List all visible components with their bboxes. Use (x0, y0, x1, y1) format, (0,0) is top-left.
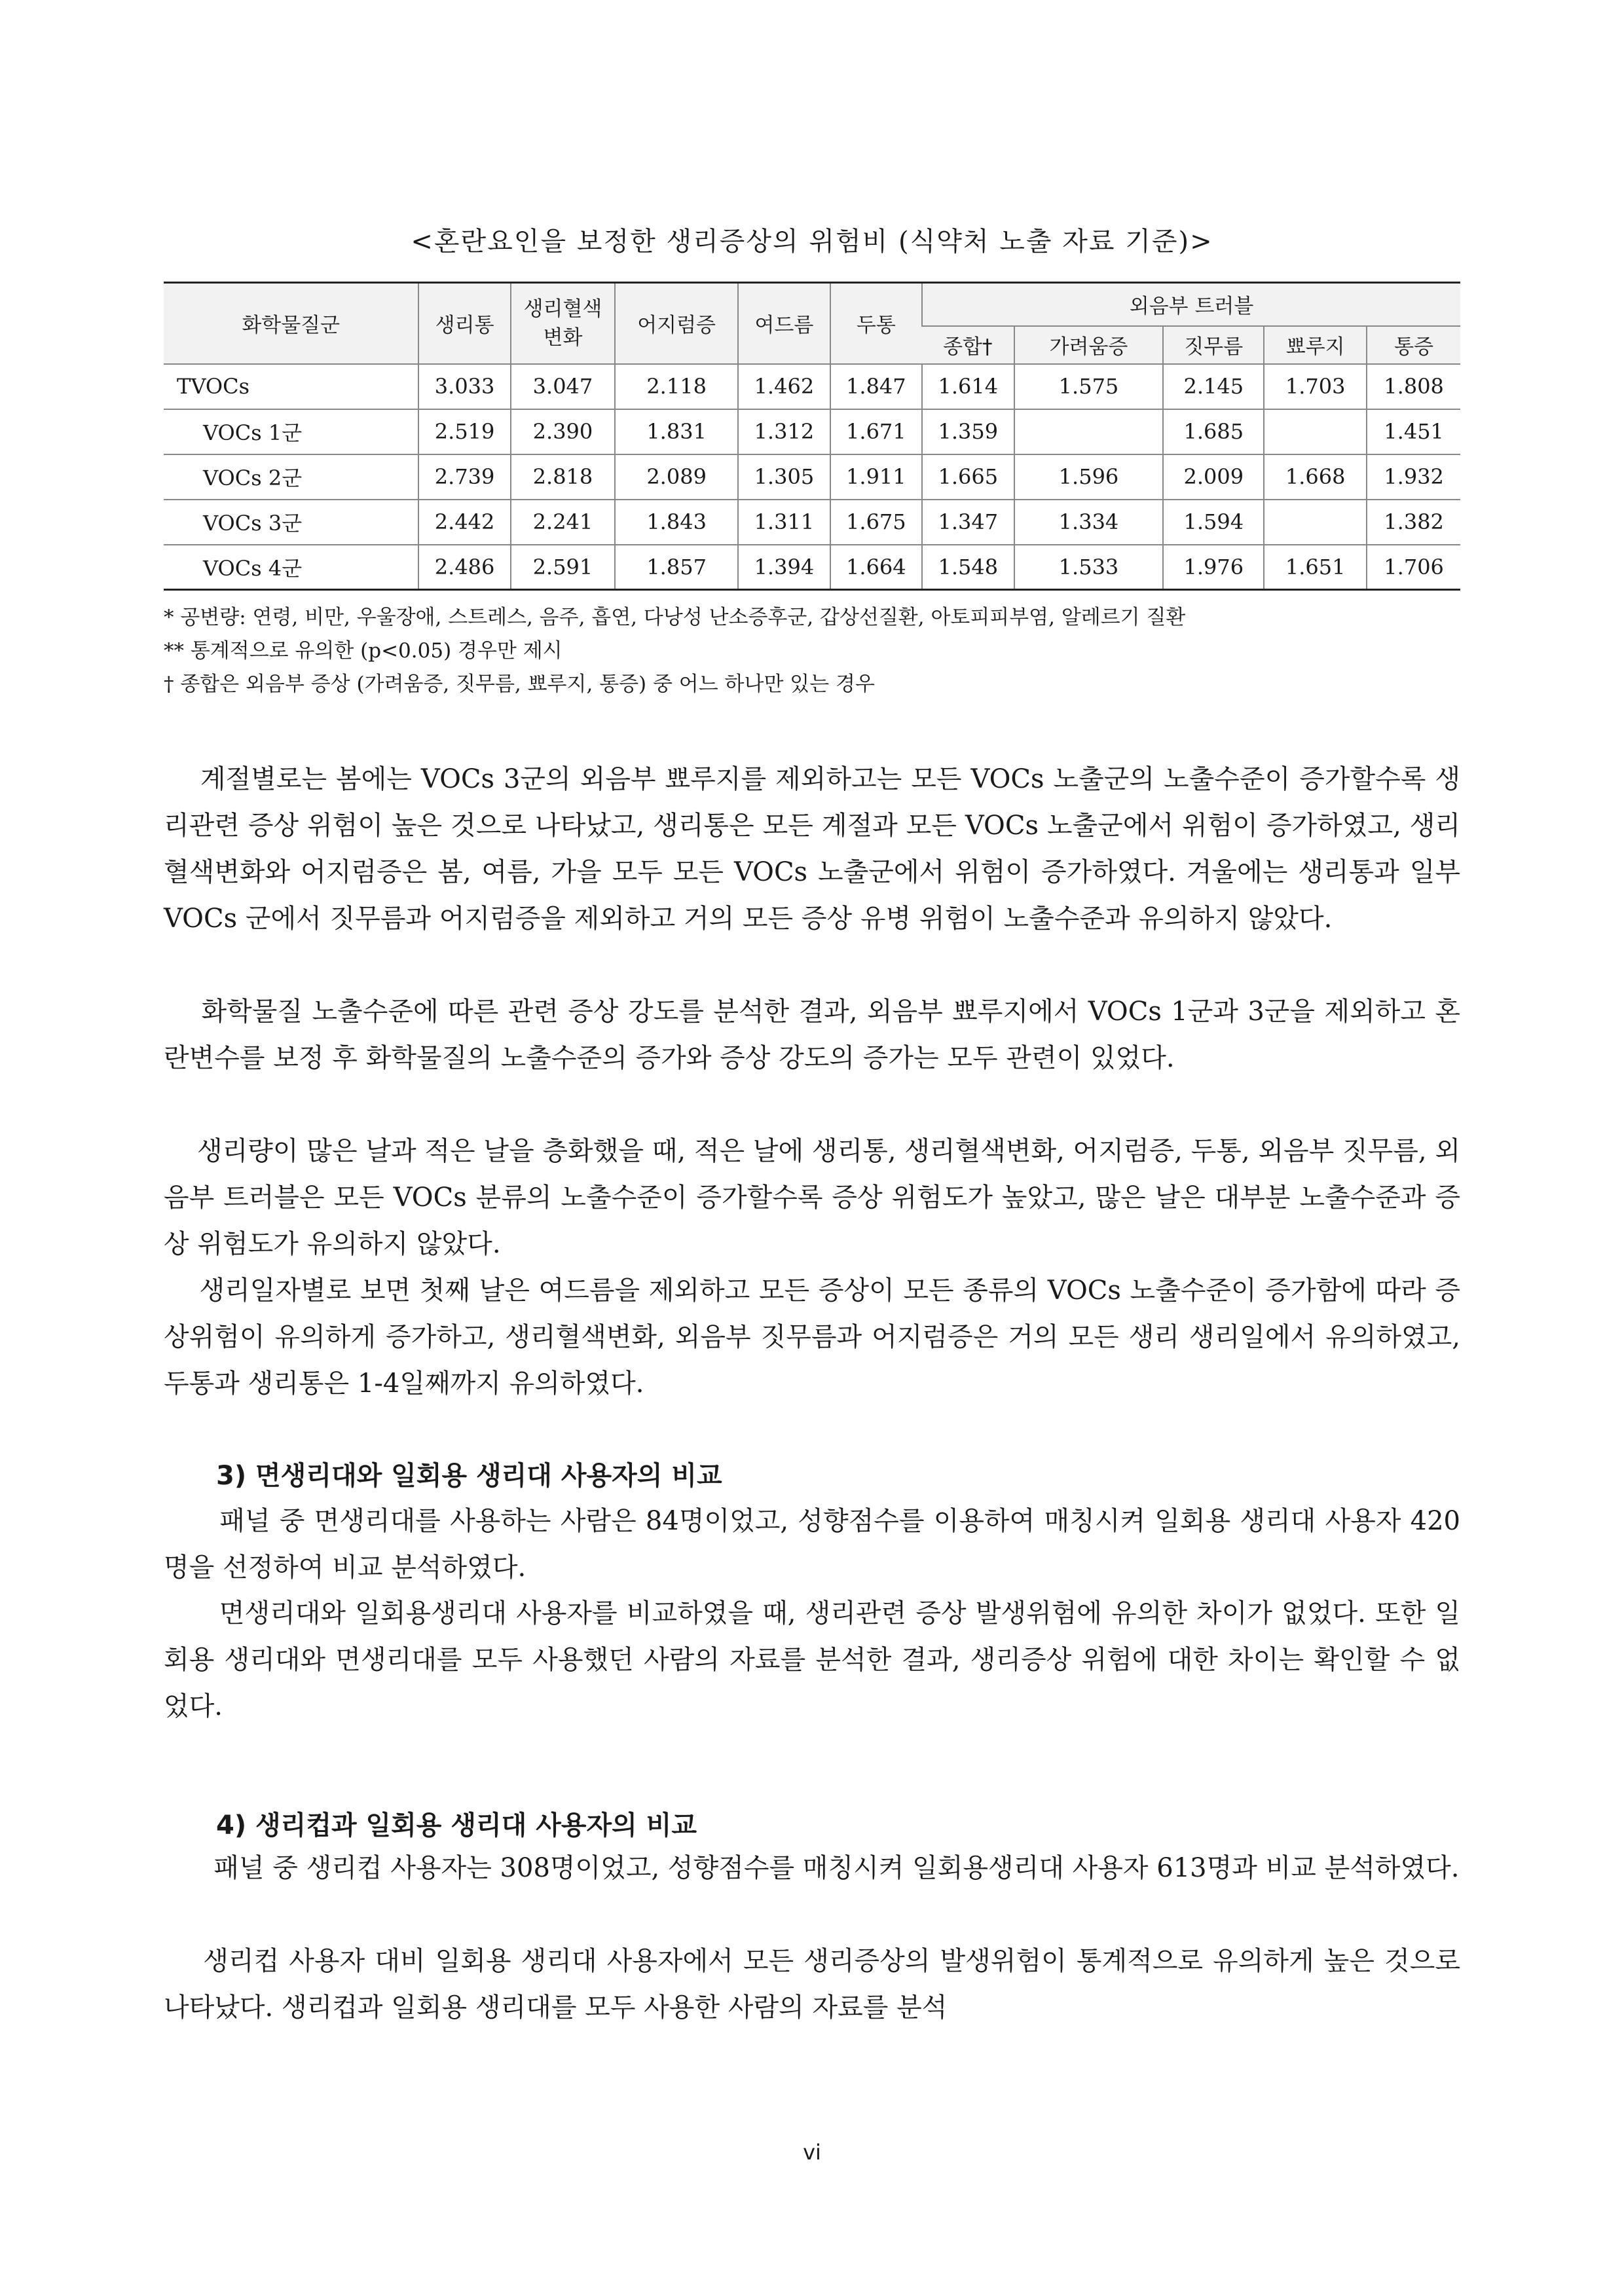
header-vulvar-trouble: 외음부 트러블 (922, 283, 1460, 326)
table-cell: 1.305 (738, 454, 830, 500)
table-cell: 1.664 (830, 545, 922, 590)
paragraph-intensity: 화학물질 노출수준에 따른 관련 증상 강도를 분석한 결과, 외음부 뾰루지에서 VOCs 1군과 3군을 제외하고 혼란변수를 보정 후 화학물질의 노출수준의 증가와 증상 강도의 증가는 모두 관련이 있었다. (164, 997, 1460, 1073)
page-number: vi (803, 2140, 821, 2165)
table-cell: 2.118 (615, 364, 738, 409)
row-group-label: VOCs 2군 (164, 454, 418, 500)
row-group-label: VOCs 4군 (164, 545, 418, 590)
table-cell: 2.089 (615, 454, 738, 500)
header-chemical-group: 화학물질군 (164, 283, 418, 364)
table-cell: 1.671 (830, 409, 922, 454)
table-cell: 1.312 (738, 409, 830, 454)
table-cell: 1.575 (1014, 364, 1164, 409)
table-cell: 2.145 (1163, 364, 1264, 409)
table-cell: 1.706 (1367, 545, 1460, 590)
table-cell: 2.486 (418, 545, 510, 590)
paragraph-flow-volume: 생리량이 많은 날과 적은 날을 층화했을 때, 적은 날에 생리통, 생리혈색변화, 어지럼증, 두통, 외음부 짓무름, 외음부 트러블은 모든 VOCs 분류의 노출수준이 증가할수록 증상 위험도가 높았고, 많은 날은 대부분 노출수준과 증상 위험도가 유의하지 않았다. (164, 1136, 1461, 1259)
table-row (164, 500, 1460, 545)
header-acne: 여드름 (738, 283, 830, 364)
table-cell: 2.818 (511, 454, 615, 500)
header-sub-pain: 통증 (1367, 326, 1460, 364)
table-cell (1014, 409, 1164, 454)
table-notes (164, 601, 1473, 701)
paragraph-seasonal: 계절별로는 봄에는 VOCs 3군의 외음부 뾰루지를 제외하고는 모든 VOCs 노출군의 노출수준이 증가할수록 생리관련 증상 위험이 높은 것으로 나타났고, 생리통은 모든 계절과 모든 VOCs 노출군에서 위험이 증가하였고, 생리혈색변화와 어지럼증은 봄, 여름, 가을 모두 모든 VOCs 노출군에서 위험이 증가하였다. 겨울에는 생리통과 일부 VOCs 군에서 짓무름과 어지럼증을 제외하고 거의 모든 증상 유병 위험이 노출수준과 유의하지 않았다. (164, 764, 1469, 934)
row-group-label: TVOCs (164, 364, 418, 409)
section-heading-cloth-pads: 3) 면생리대와 일회용 생리대 사용자의 비교 (216, 1461, 722, 1491)
table-cell: 2.442 (418, 500, 510, 545)
header-sub-sores: 짓무름 (1163, 326, 1264, 364)
table-cell: 2.009 (1163, 454, 1264, 500)
table-row (164, 545, 1460, 590)
row-group-label: VOCs 1군 (164, 409, 418, 454)
table-cell: 1.932 (1367, 454, 1460, 500)
table-cell: 1.382 (1367, 500, 1460, 545)
table-cell: 1.462 (738, 364, 830, 409)
table-cell: 1.311 (738, 500, 830, 545)
table-caption: <혼란요인을 보정한 생리증상의 위험비 (식약처 노출 자료 기준)> (411, 227, 1213, 257)
section-heading-menstrual-cup: 4) 생리컵과 일회용 생리대 사용자의 비교 (216, 1810, 697, 1841)
table-cell: 1.359 (922, 409, 1014, 454)
table-cell: 1.533 (1014, 545, 1164, 590)
table-cell: 1.651 (1264, 545, 1367, 590)
note-significance: ** 통계적으로 유의한 (p<0.05) 경우만 제시 (164, 639, 563, 663)
paragraph-cup-comparison: 생리컵 사용자 대비 일회용 생리대 사용자에서 모든 생리증상의 발생위험이 통계적으로 유의하게 높은 것으로 나타났다. 생리컵과 일회용 생리대를 모두 사용한 사람의 자료를 분석 (164, 1946, 1469, 2023)
table-cell (1264, 500, 1367, 545)
header-headache: 두통 (830, 283, 922, 364)
header-sub-itching: 가려움증 (1014, 326, 1164, 364)
table-cell (1264, 409, 1367, 454)
table-cell: 1.596 (1014, 454, 1164, 500)
table-cell: 1.847 (830, 364, 922, 409)
table-cell: 2.591 (511, 545, 615, 590)
paragraph-cloth-pad-comparison: 면생리대와 일회용생리대 사용자를 비교하였을 때, 생리관련 증상 발생위험에 유의한 차이가 없었다. 또한 일회용 생리대와 면생리대를 모두 사용했던 사람의 자료를 분석한 결과, 생리증상 위험에 대한 차이는 확인할 수 없었다. (164, 1598, 1460, 1721)
table-cell: 1.857 (615, 545, 738, 590)
header-sub-pimples: 뾰루지 (1264, 326, 1367, 364)
table-cell: 1.685 (1163, 409, 1264, 454)
risk-ratio-table (164, 282, 1460, 591)
table-row (164, 454, 1460, 500)
table-cell: 1.911 (830, 454, 922, 500)
paragraph-cloth-pad-panel: 패널 중 면생리대를 사용하는 사람은 84명이었고, 성향점수를 이용하여 매칭시켜 일회용 생리대 사용자 420명을 선정하여 비교 분석하였다. (164, 1506, 1460, 1583)
table-cell: 1.668 (1264, 454, 1367, 500)
table-cell: 1.976 (1163, 545, 1264, 590)
table-cell: 1.675 (830, 500, 922, 545)
table-cell: 1.703 (1264, 364, 1367, 409)
header-sub-total: 종합† (922, 326, 1014, 364)
table-cell: 1.334 (1014, 500, 1164, 545)
table-row (164, 364, 1460, 409)
table-cell: 1.831 (615, 409, 738, 454)
header-cramps: 생리통 (418, 283, 510, 364)
paragraph-menstrual-day: 생리일자별로 보면 첫째 날은 여드름을 제외하고 모든 증상이 모든 종류의 VOCs 노출수준이 증가함에 따라 증상위험이 유의하게 증가하고, 생리혈색변화, 외음부 짓무름과 어지럼증은 거의 모든 생리 생리일에서 유의하였고, 두통과 생리통은 1-4일째까지 유의하였다. (164, 1276, 1469, 1399)
table-cell: 3.033 (418, 364, 510, 409)
table-cell: 2.390 (511, 409, 615, 454)
table-cell: 1.843 (615, 500, 738, 545)
table-cell: 1.665 (922, 454, 1014, 500)
paragraph-cup-panel: 패널 중 생리컵 사용자는 308명이었고, 성향점수를 매칭시켜 일회용생리대 사용자 613명과 비교 분석하였다. (164, 1853, 1460, 1883)
header-color-change: 생리혈색 변화 (511, 283, 615, 364)
table-cell: 1.451 (1367, 409, 1460, 454)
table-cell: 1.614 (922, 364, 1014, 409)
table-cell: 1.808 (1367, 364, 1460, 409)
table-cell: 1.594 (1163, 500, 1264, 545)
header-dizziness: 어지럼증 (615, 283, 738, 364)
table-cell: 1.347 (922, 500, 1014, 545)
table-cell: 1.548 (922, 545, 1014, 590)
table-cell: 1.394 (738, 545, 830, 590)
note-total-definition: † 종합은 외음부 증상 (가려움증, 짓무름, 뾰루지, 통증) 중 어느 하나만 있는 경우 (164, 672, 875, 696)
row-group-label: VOCs 3군 (164, 500, 418, 545)
table-row (164, 409, 1460, 454)
table-cell: 3.047 (511, 364, 615, 409)
table-cell: 2.739 (418, 454, 510, 500)
table-cell: 2.519 (418, 409, 510, 454)
table-cell: 2.241 (511, 500, 615, 545)
note-covariates: * 공변량: 연령, 비만, 우울장애, 스트레스, 음주, 흡연, 다낭성 난소증후군, 갑상선질환, 아토피피부염, 알레르기 질환 (164, 606, 1186, 629)
